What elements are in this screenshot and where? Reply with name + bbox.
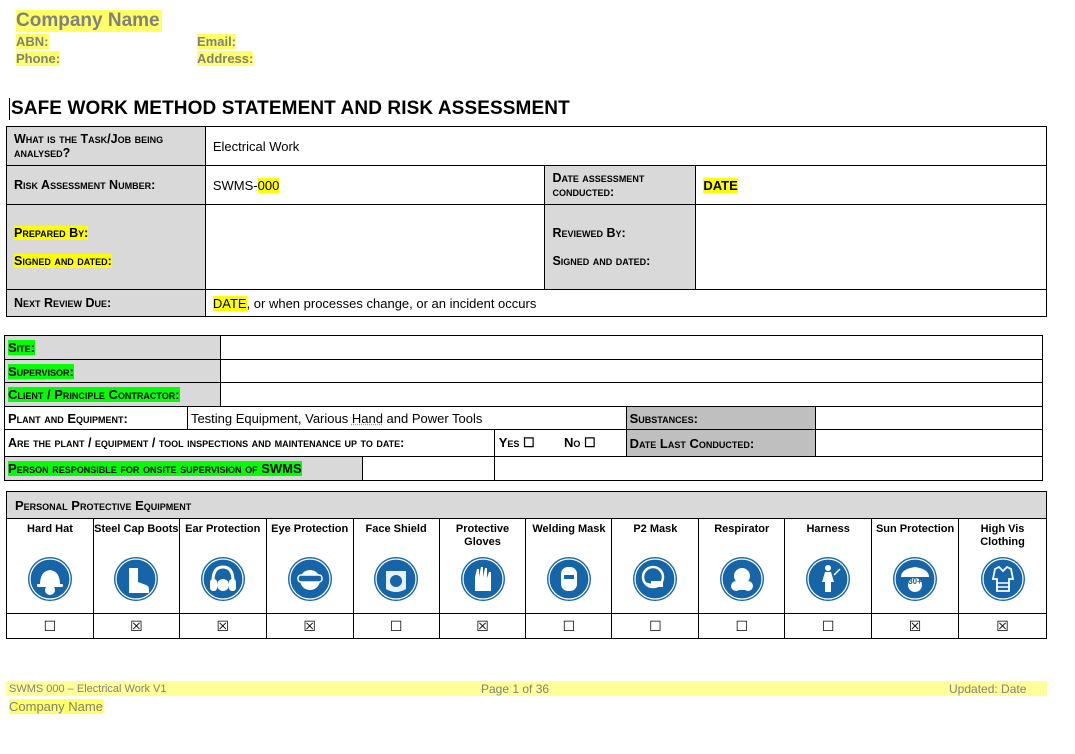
signed-dated-label-left: Signed and dated:	[14, 254, 112, 268]
site-label: Site:	[8, 340, 36, 355]
ppe-checkbox[interactable]: ☒	[93, 614, 179, 639]
site-field[interactable]	[220, 336, 1042, 360]
ppe-item-name: Respirator	[714, 523, 770, 535]
ppe-item	[612, 519, 699, 614]
ppe-item-name: Ear Protection	[185, 523, 261, 535]
sun-protection-badge: 30+	[908, 577, 922, 586]
reviewed-by-field[interactable]	[696, 205, 1047, 290]
supervisor-field[interactable]	[220, 360, 1042, 383]
date-conducted-label: Date assessment conducted:	[545, 166, 696, 205]
next-review-field[interactable]	[205, 290, 1046, 317]
ppe-item	[353, 519, 439, 614]
ppe-item-name: Eye Protection	[271, 523, 349, 535]
ppe-item	[872, 519, 959, 614]
ppe-checkbox[interactable]: ☒	[439, 614, 526, 639]
substances-label: Substances:	[626, 407, 816, 430]
reviewed-signed-label-cell	[545, 205, 696, 290]
ppe-item	[699, 519, 785, 614]
prepared-by-label: Prepared By:	[14, 226, 89, 240]
abn-label: ABN:	[16, 34, 49, 49]
document-title: SAFE WORK METHOD STATEMENT AND RISK ASSESSMENT	[11, 98, 570, 119]
email-label: Email:	[197, 34, 237, 49]
yes-no-cell	[494, 430, 626, 457]
hard-hat-icon	[26, 555, 74, 603]
ppe-item-name: P2 Mask	[633, 523, 678, 535]
date-conducted-value: DATE	[703, 177, 738, 193]
ppe-checkbox[interactable]: ☐	[612, 614, 699, 639]
risk-number-prefix: SWMS-	[212, 177, 258, 193]
task-label: What is the Task/Job being analysed?	[7, 127, 206, 166]
client-label-cell	[5, 383, 221, 407]
date-last-conducted-label: Date Last Conducted:	[626, 430, 816, 457]
high-vis-icon	[979, 555, 1027, 603]
ppe-item	[439, 519, 526, 614]
ppe-item-name: Protective Gloves	[455, 523, 510, 548]
ppe-checkbox[interactable]: ☒	[872, 614, 959, 639]
task-value[interactable]: Electrical Work	[205, 127, 1046, 166]
person-responsible-label: Person responsible for onsite supervision of SWMS	[8, 461, 302, 476]
next-review-label: Next Review Due:	[7, 290, 206, 317]
ppe-checkbox[interactable]: ☐	[526, 614, 612, 639]
ppe-item	[93, 519, 179, 614]
signed-dated-label-right: Signed and dated:	[552, 254, 651, 268]
ppe-item	[959, 519, 1047, 614]
no-checkbox[interactable]: No ☐	[563, 435, 596, 450]
ppe-item-name: Hard Hat	[27, 523, 73, 535]
ppe-item-name: Steel Cap Boots	[94, 523, 179, 535]
person-responsible-cell	[5, 457, 495, 481]
risk-number-value: 000	[257, 177, 280, 193]
plant-value-3: and Power Tools	[382, 410, 483, 426]
face-shield-icon	[372, 555, 420, 603]
ppe-heading: Personal Protective Equipment	[7, 492, 1047, 519]
risk-number-label: Risk Assessment Number:	[7, 166, 206, 205]
ppe-item-name: Sun Protection	[875, 523, 955, 535]
ppe-checkbox[interactable]: ☒	[179, 614, 266, 639]
ppe-checkbox[interactable]: ☐	[353, 614, 439, 639]
ppe-checkbox[interactable]: ☒	[266, 614, 353, 639]
client-field[interactable]	[220, 383, 1042, 407]
address-label: Address:	[197, 51, 254, 66]
risk-number-field[interactable]	[205, 166, 545, 205]
next-review-text: , or when processes change, or an incident occurs	[246, 295, 537, 311]
ear-protection-icon	[199, 555, 247, 603]
prepared-signed-label-cell	[7, 205, 206, 290]
ppe-table	[6, 491, 1047, 639]
footer-page-number: Page 1 of 36	[481, 682, 550, 696]
p2-mask-icon	[631, 555, 679, 603]
prepared-by-field[interactable]	[205, 205, 545, 290]
reviewed-by-label: Reviewed By:	[552, 226, 626, 240]
ppe-item	[526, 519, 612, 614]
plant-value-2: Hand	[351, 410, 383, 426]
ppe-item	[266, 519, 353, 614]
site-table	[4, 335, 1043, 481]
boots-icon	[112, 555, 160, 603]
ppe-item-name: Welding Mask	[532, 523, 606, 535]
client-label: Client / Principle Contractor:	[8, 387, 180, 402]
ppe-checkbox[interactable]: ☒	[959, 614, 1047, 639]
ppe-item-name: Harness	[806, 523, 850, 535]
plant-field[interactable]	[187, 407, 626, 430]
person-responsible-field[interactable]	[494, 457, 1042, 481]
ppe-checkbox[interactable]: ☐	[699, 614, 785, 639]
date-last-conducted-field[interactable]	[816, 430, 1043, 457]
sun-protection-icon	[891, 555, 939, 603]
ppe-item	[179, 519, 266, 614]
footer-updated: Updated: Date	[949, 682, 1027, 696]
date-conducted-field[interactable]	[696, 166, 1047, 205]
ppe-item	[7, 519, 94, 614]
yes-checkbox[interactable]: Yes ☐	[498, 435, 535, 450]
plant-label: Plant and Equipment:	[5, 407, 188, 430]
ppe-item	[785, 519, 872, 614]
company-name: Company Name	[16, 10, 160, 31]
site-label-cell	[5, 336, 221, 360]
plant-value-1: Testing Equipment, Various	[190, 410, 352, 426]
respirator-icon	[718, 555, 766, 603]
ppe-checkbox[interactable]: ☐	[785, 614, 872, 639]
supervisor-label: Supervisor:	[8, 363, 74, 379]
next-review-date: DATE	[212, 295, 247, 311]
footer-company: Company Name	[9, 699, 103, 714]
eye-protection-icon	[286, 555, 334, 603]
ppe-item-name: Face Shield	[365, 523, 427, 535]
footer-doc-ref: SWMS 000 – Electrical Work V1	[9, 683, 167, 695]
welding-mask-icon	[545, 555, 593, 603]
task-table	[6, 126, 1047, 317]
ppe-item-name: High Vis Clothing	[980, 523, 1025, 548]
substances-field[interactable]	[816, 407, 1043, 430]
harness-icon	[804, 555, 852, 603]
ppe-checkbox[interactable]: ☐	[7, 614, 94, 639]
phone-label: Phone:	[16, 51, 61, 66]
gloves-icon	[459, 555, 507, 603]
supervisor-label-cell	[5, 360, 221, 383]
inspection-label: Are the plant / equipment / tool inspections and maintenance up to date:	[5, 430, 495, 457]
